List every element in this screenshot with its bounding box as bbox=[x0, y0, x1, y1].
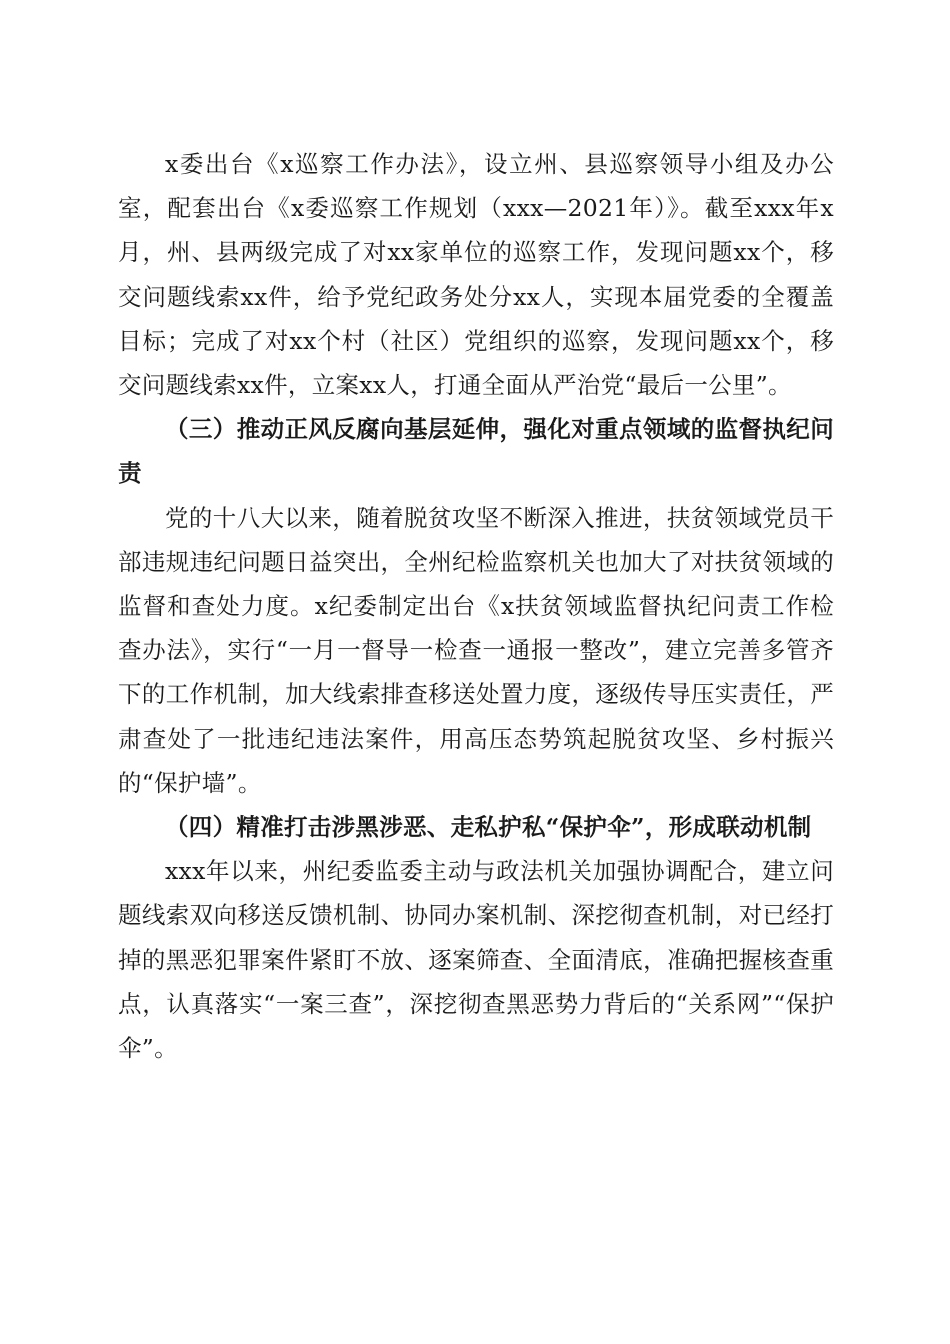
section-heading-3: （三）推动正风反腐向基层延伸，强化对重点领域的监督执纪问责 bbox=[118, 415, 834, 488]
paragraph-inspection-work: x委出台《x巡察工作办法》，设立州、县巡察领导小组及办公室，配套出台《x委巡察工作规划（xxx—2021年）》。截至xxx年x月，州、县两级完成了对xx家单位的巡察工作，发现问题xx个，移交问题线索xx件，给予党纪政务处分xx人，实现本届党委的全覆盖目标；完成了对xx个村（社区）党组织的巡察，发现问题xx个，移交问题线索xx件，立案xx人，打通全面从严治党“最后一公里”。 bbox=[118, 150, 834, 400]
paragraph-poverty-supervision: 党的十八大以来，随着脱贫攻坚不断深入推进，扶贫领域党员干部违规违纪问题日益突出，全州纪检监察机关也加大了对扶贫领域的监督和查处力度。x纪委制定出台《x扶贫领域监督执纪问责工作检查办法》，实行“一月一督导一检查一通报一整改”，建立完善多管齐下的工作机制，加大线索排查移送处置力度，逐级传导压实责任，严肃查处了一批违纪违法案件，用高压态势筑起脱贫攻坚、乡村振兴的“保护墙”。 bbox=[118, 503, 834, 797]
document-body bbox=[118, 142, 834, 1070]
section-heading-4: （四）精准打击涉黑涉恶、走私护私“保护伞”，形成联动机制 bbox=[165, 813, 812, 842]
paragraph-anti-gang-mechanism: xxx年以来，州纪委监委主动与政法机关加强协调配合，建立问题线索双向移送反馈机制、协同办案机制、深挖彻查机制，对已经打掉的黑恶犯罪案件紧盯不放、逐案筛查、全面清底，准确把握核查重点，认真落实“一案三查”，深挖彻查黑恶势力背后的“关系网”“保护伞”。 bbox=[118, 857, 834, 1063]
